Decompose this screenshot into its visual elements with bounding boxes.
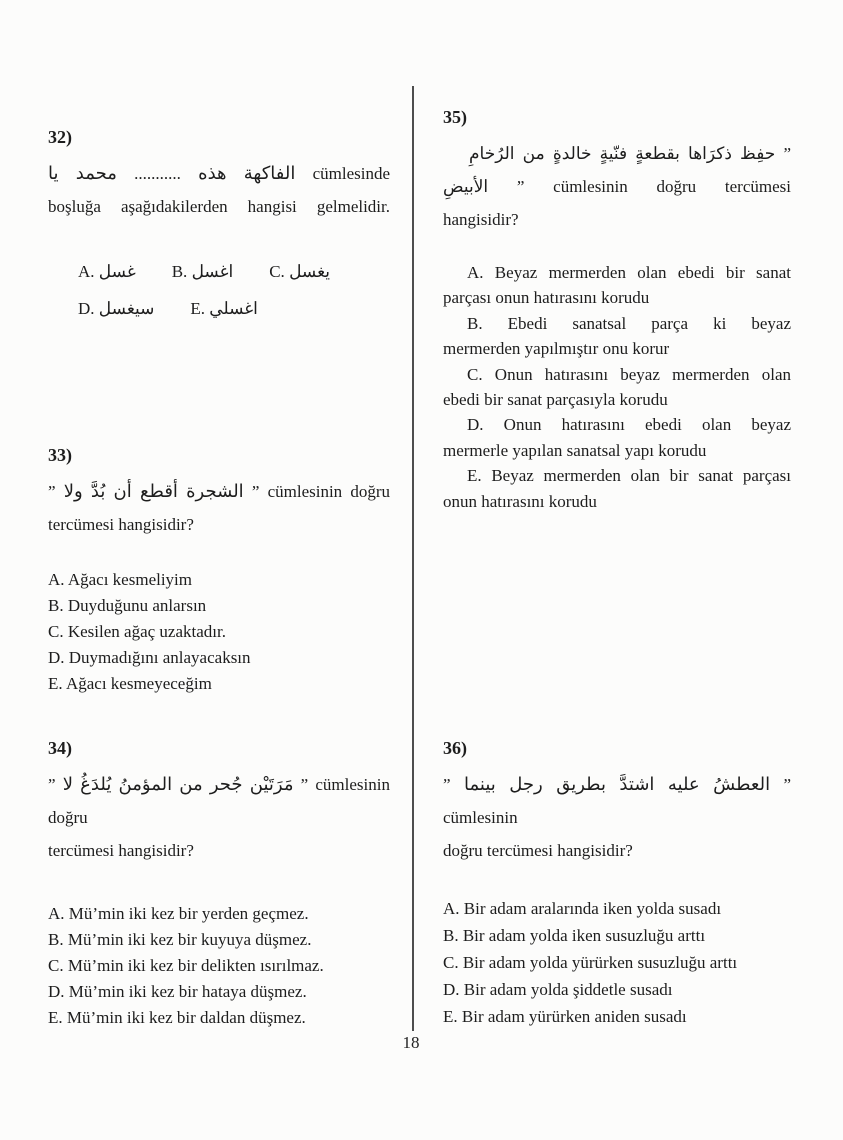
question-number: 32) — [48, 127, 72, 147]
option — [443, 463, 791, 514]
option-line: A. Beyaz mermerden olan ebedi bir sanat — [467, 263, 791, 282]
option — [48, 1005, 390, 1031]
option — [443, 1003, 791, 1030]
arabic-word: بينما — [464, 774, 496, 795]
option — [443, 412, 791, 463]
arabic-word: لا — [62, 774, 73, 795]
option-line: B. Duyduğunu anlarsın — [48, 596, 207, 615]
option — [48, 927, 390, 953]
question-number: 36) — [443, 738, 467, 758]
arabic-word: يُلدَغُ — [80, 774, 112, 795]
option-row — [48, 290, 390, 327]
question-35 — [443, 106, 791, 514]
question-stem-line: tercümesi hangisidir? — [48, 841, 194, 860]
question-number: 35) — [443, 107, 467, 127]
arabic-word: اشتدَّ — [619, 774, 655, 795]
option-line: ebedi bir sanat parçasıyla korudu — [443, 390, 668, 410]
option — [443, 949, 791, 976]
option — [48, 979, 390, 1005]
option-line: B. Mü’min iki kez bir kuyuya düşmez. — [48, 930, 312, 949]
question-34 — [48, 737, 390, 1031]
arabic-word: مَرَتَيْن — [249, 774, 294, 795]
option: B. اغسل — [171, 261, 234, 281]
option-line: D. Duymadığını anlayacaksın — [48, 648, 251, 667]
arabic-word: الفاكهة — [243, 163, 296, 184]
option-row — [48, 253, 390, 290]
option-line: parçası onun hatırasını korudu — [443, 288, 650, 308]
option: A. غسل — [78, 261, 136, 281]
arabic-word: محمد — [75, 163, 117, 184]
question-stem-line: hangisidir? — [443, 210, 519, 229]
option — [48, 593, 390, 619]
option-line: D. Mü’min iki kez bir hataya düşmez. — [48, 982, 307, 1001]
question-stem-line: ” بينما رجل بطريق اشتدَّ عليه العطشُ ” cümlesinin — [443, 774, 792, 827]
right-column — [443, 0, 791, 1140]
question-33 — [48, 444, 390, 697]
arabic-word: الشجرة — [186, 481, 244, 502]
option — [443, 362, 791, 413]
arabic-word: عليه — [667, 774, 700, 795]
option-line: E. Beyaz mermerden olan bir sanat parçası — [467, 466, 791, 486]
option — [443, 922, 791, 949]
arabic-word: هذه — [198, 163, 227, 184]
arabic-word: أقطع — [139, 481, 178, 502]
option-line: B. Bir adam yolda iken susuzluğu arttı — [443, 926, 706, 945]
arabic-word: المؤمنُ — [118, 774, 173, 795]
option-line: B. Ebedi sanatsal parça ki beyaz — [467, 313, 791, 333]
option: C. يغسل — [269, 261, 331, 281]
option-line: D. Onun hatırasını ebedi olan beyaz — [467, 415, 791, 435]
options-list — [443, 895, 791, 1030]
question-stem-line: tercümesi hangisidir? — [48, 515, 194, 534]
question-stem-line: ” لا يُلدَغُ المؤمنُ من جُحر مَرَتَيْن ” cümlesinin doğru — [48, 774, 390, 827]
arabic-word: أن — [113, 481, 132, 502]
question-stem-line: ” ولا بُدَّ أن أقطع الشجرة ” cümlesinin doğru — [48, 481, 391, 502]
question-stem-line: doğru tercümesi hangisidir? — [443, 841, 633, 860]
option: D. سيغسل — [78, 298, 155, 318]
option-line: C. Bir adam yolda yürürken susuzluğu arttı — [443, 953, 738, 972]
option — [48, 671, 390, 697]
question-number: 33) — [48, 445, 72, 465]
page-number: 18 — [402, 1033, 420, 1052]
arabic-word: رجل — [509, 774, 543, 795]
arabic-word: من — [179, 774, 203, 795]
arabic-word: ولا — [63, 481, 83, 502]
option-line: E. Mü’min iki kez bir daldan düşmez. — [48, 1008, 306, 1027]
options-grid — [48, 253, 390, 327]
option-line: onun hatırasını korudu — [443, 491, 597, 511]
option-line: E. Ağacı kesmeyeceğim — [48, 674, 212, 693]
option-line: mermerden yapılmıştır onu korur — [443, 339, 670, 359]
option-line: D. Bir adam yolda şiddetle susadı — [443, 980, 673, 999]
option-line: mermerle yapılan sanatsal yapı korudu — [443, 440, 707, 460]
option-line: A. Mü’min iki kez bir yerden geçmez. — [48, 904, 309, 923]
column-divider — [412, 86, 414, 1031]
arabic-word: جُحر — [209, 774, 243, 795]
arabic-word: العطشُ — [713, 774, 771, 795]
question-stem-line: boşluğa aşağıdakilerden hangisi gelmelidir. — [48, 197, 391, 216]
option — [48, 645, 390, 671]
option — [443, 260, 791, 311]
arabic-word: بطريق — [556, 774, 606, 795]
question-stem-line: الأبيضِ ” cümlesinin doğru tercümesi — [443, 177, 791, 196]
option — [48, 619, 390, 645]
option: E. اغسلي — [190, 298, 258, 318]
option-line: C. Kesilen ağaç uzaktadır. — [48, 622, 226, 641]
option-line: A. Ağacı kesmeliyim — [48, 570, 193, 589]
option — [48, 567, 390, 593]
question-stem-line: حفِظ ذكرَاها بقطعةٍ فنّيةٍ خالدةٍ من الرُخامِ ” — [469, 144, 791, 163]
option-line: C. Onun hatırasını beyaz mermerden olan — [467, 364, 791, 384]
options-list — [48, 901, 390, 1031]
arabic-word: يا — [48, 163, 59, 184]
question-36 — [443, 737, 791, 1030]
left-column — [48, 0, 390, 1140]
question-32 — [48, 126, 390, 327]
question-stem-line: يا محمد ........... هذه الفاكهة cümlesinde — [48, 163, 391, 184]
option-line: C. Mü’min iki kez bir delikten ısırılmaz. — [48, 956, 324, 975]
options-list — [443, 260, 791, 514]
option — [48, 901, 390, 927]
option — [443, 311, 791, 362]
option-line: E. Bir adam yürürken aniden susadı — [443, 1007, 687, 1026]
option — [443, 895, 791, 922]
option-line: A. Bir adam aralarında iken yolda susadı — [443, 899, 722, 918]
option — [48, 953, 390, 979]
arabic-word: بُدَّ — [90, 481, 106, 502]
option — [443, 976, 791, 1003]
question-number: 34) — [48, 738, 72, 758]
options-list — [48, 567, 390, 697]
